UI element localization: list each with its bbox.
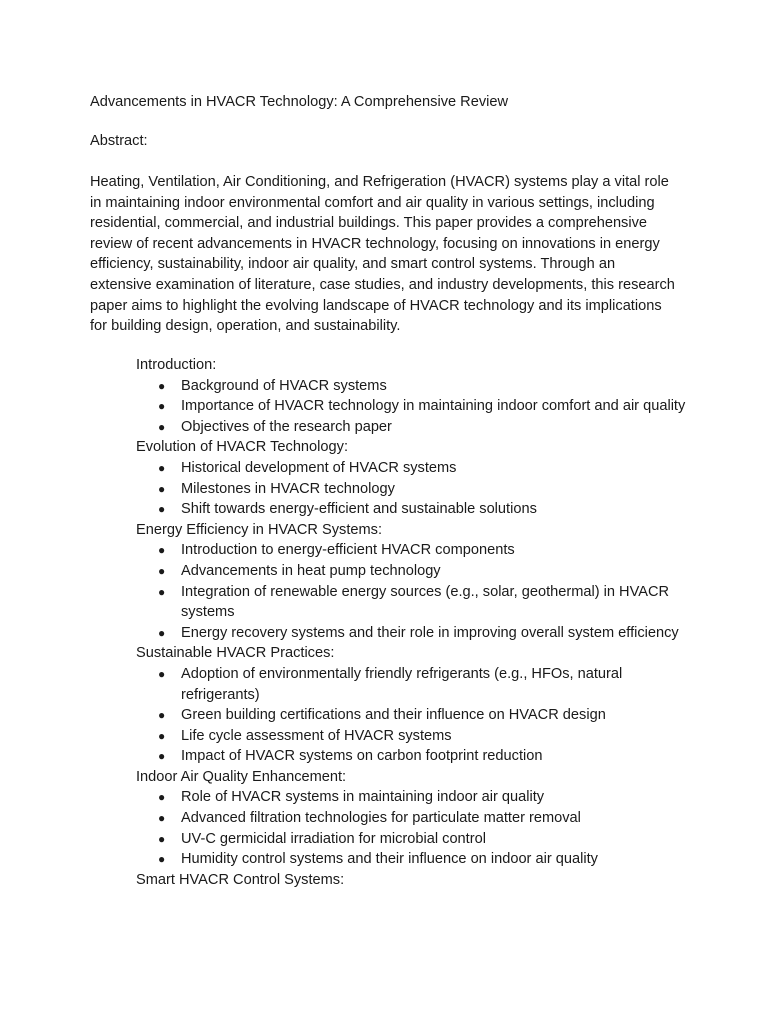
section-heading: Energy Efficiency in HVACR Systems: — [136, 521, 383, 538]
list-item — [158, 458, 696, 479]
list-item-text: Adoption of environmentally friendly refrigerants (e.g., HFOs, natural refrigerants) — [181, 665, 623, 703]
list-item — [158, 726, 696, 747]
bullet-icon: ● — [158, 811, 166, 826]
list-item-text: Introduction to energy-efficient HVACR components — [181, 542, 515, 559]
bullet-icon: ● — [158, 502, 166, 517]
list-item-text: Historical development of HVACR systems — [181, 459, 457, 476]
bullet-icon: ● — [158, 749, 166, 764]
bullet-icon: ● — [158, 852, 166, 867]
outline-section — [136, 870, 696, 891]
list-item-text: Objectives of the research paper — [181, 418, 392, 435]
bullet-list — [136, 458, 696, 520]
list-item-text: Humidity control systems and their influence on indoor air quality — [181, 851, 598, 868]
list-item — [158, 746, 696, 767]
list-item — [158, 540, 696, 561]
bullet-list — [136, 664, 696, 767]
bullet-icon: ● — [158, 666, 166, 681]
outline-section — [136, 437, 696, 519]
bullet-list — [136, 787, 696, 869]
section-heading: Smart HVACR Control Systems: — [136, 871, 345, 888]
list-item — [158, 623, 696, 644]
bullet-icon: ● — [158, 831, 166, 846]
list-item-text: Impact of HVACR systems on carbon footprint reduction — [181, 748, 543, 765]
list-item — [158, 396, 696, 417]
bullet-list — [136, 376, 696, 438]
list-item — [158, 705, 696, 726]
list-item — [158, 849, 696, 870]
list-item-text: Integration of renewable energy sources (e.g., solar, geothermal) in HVACR systems — [181, 583, 670, 621]
list-item — [158, 479, 696, 500]
list-item — [158, 376, 696, 397]
bullet-icon: ● — [158, 399, 166, 414]
list-item-text: Role of HVACR systems in maintaining indoor air quality — [181, 789, 545, 806]
list-item-text: Milestones in HVACR technology — [181, 480, 395, 497]
list-item-text: Advanced filtration technologies for particulate matter removal — [181, 810, 581, 827]
list-item — [158, 829, 696, 850]
outline-section — [136, 355, 696, 437]
outline-section — [136, 767, 696, 870]
outline-section — [136, 643, 696, 767]
section-heading: Evolution of HVACR Technology: — [136, 439, 348, 456]
list-item — [158, 417, 696, 438]
list-item — [158, 582, 696, 623]
list-item-text: UV-C germicidal irradiation for microbial control — [181, 830, 486, 847]
list-item-text: Life cycle assessment of HVACR systems — [181, 727, 452, 744]
bullet-icon: ● — [158, 708, 166, 723]
list-item-text: Advancements in heat pump technology — [181, 562, 441, 579]
bullet-list — [136, 540, 696, 643]
list-item-text: Importance of HVACR technology in maintaining indoor comfort and air quality — [181, 398, 686, 415]
bullet-icon: ● — [158, 563, 166, 578]
bullet-icon: ● — [158, 419, 166, 434]
outline-section — [136, 520, 696, 644]
list-item-text: Green building certifications and their influence on HVACR design — [181, 707, 606, 724]
list-item — [158, 499, 696, 520]
section-heading: Indoor Air Quality Enhancement: — [136, 768, 347, 785]
list-item — [158, 664, 696, 705]
section-heading: Sustainable HVACR Practices: — [136, 645, 335, 662]
bullet-icon: ● — [158, 460, 166, 475]
bullet-icon: ● — [158, 790, 166, 805]
document-title: Advancements in HVACR Technology: A Comprehensive Review — [90, 94, 509, 110]
bullet-icon: ● — [158, 543, 166, 558]
list-item — [158, 808, 696, 829]
list-item — [158, 787, 696, 808]
outline — [136, 355, 696, 890]
list-item-text: Shift towards energy-efficient and sustainable solutions — [181, 501, 537, 518]
list-item — [158, 561, 696, 582]
list-item-text: Background of HVACR systems — [181, 377, 387, 394]
list-item-text: Energy recovery systems and their role in improving overall system efficiency — [181, 624, 679, 641]
bullet-icon: ● — [158, 625, 166, 640]
section-heading: Introduction: — [136, 357, 217, 373]
abstract-body: Heating, Ventilation, Air Conditioning, and Refrigeration (HVACR) systems play a vital role in maintaining indoor environmental comfort and air quality in various settings, including residential, commercial, and industrial buildings. This paper provides a comprehensive review of recent advancements in HVACR technology, focusing on innovations in energy efficiency, sustainability, indoor air quality, and smart control systems. Through an extensive examination of literature, case studies, and industry developments, this research paper aims to highlight the evolving landscape of HVACR technology and its implications for building design, operation, and sustainability. — [90, 174, 675, 335]
bullet-icon: ● — [158, 728, 166, 743]
bullet-icon: ● — [158, 378, 166, 393]
bullet-icon: ● — [158, 584, 166, 599]
bullet-icon: ● — [158, 481, 166, 496]
abstract-label: Abstract: — [90, 133, 148, 149]
